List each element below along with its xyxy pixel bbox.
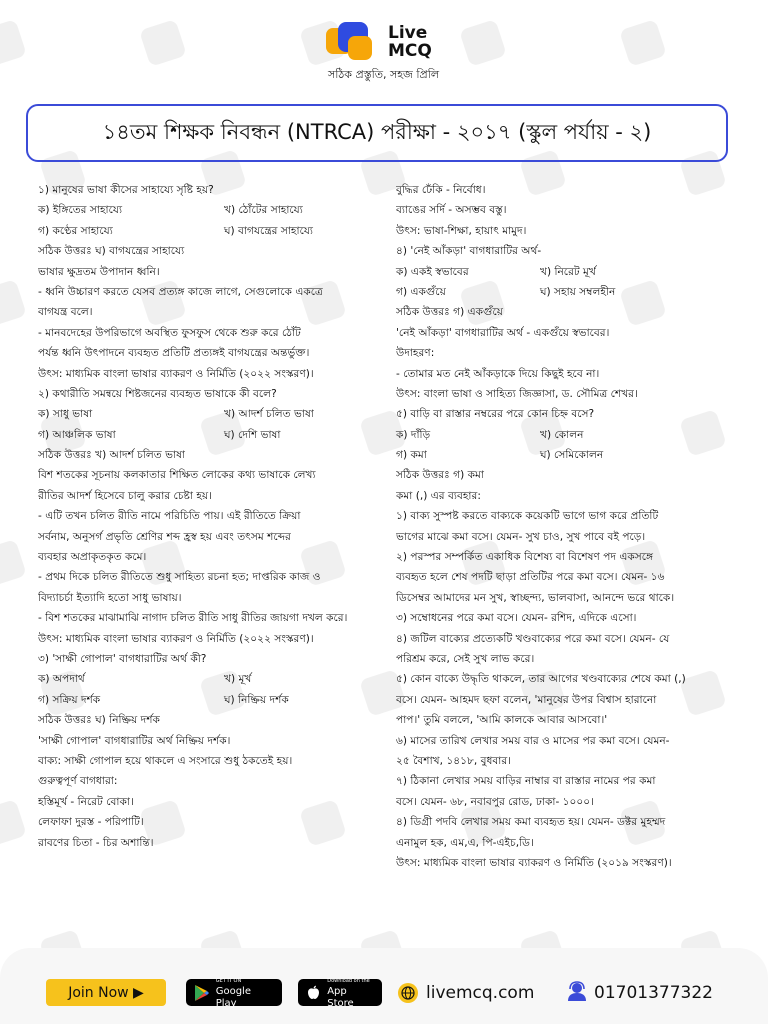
option-text: ক) সাধু ভাষা bbox=[38, 408, 93, 421]
option-text: গ) কণ্ঠের সাহায্যে bbox=[38, 224, 113, 237]
text-line: সঠিক উত্তরঃ ঘ) বাগযন্ত্রের সাহায্যে bbox=[38, 245, 185, 258]
option-text: ঘ) দেশি ভাষা bbox=[224, 428, 281, 441]
text-line: ৩) 'সাক্ষী গোপাল' বাগধারাটির অর্থ কী? bbox=[38, 652, 207, 665]
logo-tagline: সঠিক প্রস্তুতি, সহজ প্রিলি bbox=[328, 68, 440, 81]
text-line: হস্তিমূর্খ - নিরেট বোকা। bbox=[38, 795, 134, 808]
text-line: উৎস: ভাষা-শিক্ষা, হায়াৎ মামুদ। bbox=[396, 224, 527, 237]
text-line: 'সাক্ষী গোপাল' বাগধারাটির অর্থ নিষ্ক্রিয় দর্শক। bbox=[38, 734, 231, 747]
app-store-badge[interactable] bbox=[298, 977, 382, 1009]
text-line: ১) বাক্য সুস্পষ্ট করতে বাক্যকে কয়েকটি ভাগে ভাগ করে প্রতিটি bbox=[396, 510, 659, 523]
right-column bbox=[396, 180, 742, 873]
text-line: বিশ শতকের সূচনায় কলকাতার শিক্ষিত লোকের কথ্য ভাষাকে লেখ্য bbox=[38, 469, 316, 482]
watermark-mark bbox=[0, 19, 27, 67]
option-text: খ) ঠোঁটের সাহায্যে bbox=[224, 204, 303, 217]
logo-mark-square bbox=[348, 36, 372, 60]
text-line: - তোমার মত নেই আঁকড়াকে দিয়ে কিছুই হবে না। bbox=[396, 367, 600, 380]
option-row bbox=[38, 404, 384, 424]
logo-wordmark: Live MCQ bbox=[388, 23, 432, 61]
text-line: 'নেই আঁকড়া' বাগধারাটির অর্থ - একগুঁয়ে স্বভাবের। bbox=[396, 326, 610, 339]
text-line: কমা (,) এর ব্যবহার: bbox=[396, 489, 481, 502]
title-box bbox=[26, 104, 728, 162]
text-line: ৪) জটিল বাক্যের প্রত্যেকটি খণ্ডবাক্যের পরে কমা বসে। যেমন- যে bbox=[396, 632, 670, 645]
text-line: - বিশ শতকের মাঝামাঝি নাগাদ চলিত রীতি সাধু রীতির জায়গা দখল করে। bbox=[38, 612, 348, 625]
text-line: বসে। যেমন- ৬৮, নবাবপুর রোড, ঢাকা- ১০০০। bbox=[396, 795, 594, 808]
option-text: খ) কোলন bbox=[540, 428, 584, 441]
text-line: ব্যাঙের সর্দি - অসম্ভব বস্তু। bbox=[396, 204, 507, 217]
text-line: ৪) ডিগ্রী পদবি লেখার সময় কমা ব্যবহৃত হয়। যেমন- ডক্টর মুহম্মদ bbox=[396, 816, 666, 829]
option-row bbox=[396, 282, 742, 302]
option-row bbox=[38, 669, 384, 689]
google-play-badge[interactable] bbox=[186, 977, 282, 1009]
globe-icon bbox=[398, 983, 418, 1003]
text-line: সঠিক উত্তরঃ গ) কমা bbox=[396, 469, 484, 482]
option-text: খ) মূর্খ bbox=[224, 673, 252, 686]
text-line: লেফাফা দুরস্ত - পরিপাটি। bbox=[38, 816, 144, 829]
option-row bbox=[396, 445, 742, 465]
option-text: গ) আঞ্চলিক ভাষা bbox=[38, 428, 116, 441]
option-text: গ) একগুঁয়ে bbox=[396, 285, 446, 298]
text-line: বাগযন্ত্র বলে। bbox=[38, 306, 93, 319]
watermark-mark bbox=[0, 799, 27, 847]
apple-icon bbox=[306, 985, 321, 1001]
text-line: ৫) বাড়ি বা রাস্তার নম্বরের পরে কোন চিহ্ন বসে? bbox=[396, 408, 595, 421]
website-link[interactable] bbox=[398, 980, 534, 1006]
text-line: - মানবদেহের উপরিভাগে অবস্থিত ফুসফুস থেকে শুরু করে ঠোঁট bbox=[38, 326, 301, 339]
text-line: ব্যবহার অপ্রাকৃতকৃত কমে। bbox=[38, 551, 147, 564]
phone-contact[interactable] bbox=[566, 980, 713, 1006]
watermark-logo bbox=[459, 0, 601, 116]
option-text: ক) দাঁড়ি bbox=[396, 428, 431, 441]
watermark-logo bbox=[619, 0, 761, 116]
option-row bbox=[38, 200, 384, 220]
text-line: রাবণের চিতা - চির অশান্তি। bbox=[38, 836, 154, 849]
watermark-mark bbox=[0, 539, 27, 587]
option-text: ক) ইঙ্গিতের সাহায্যে bbox=[38, 204, 123, 217]
text-line: ভাগের মাঝে কমা বসে। যেমন- সুখ চাও, সুখ পাবে বই পড়ে। bbox=[396, 530, 646, 543]
text-line: ২৫ বৈশাখ, ১৪১৮, বুধবার। bbox=[396, 754, 511, 767]
option-text: ঘ) নিষ্ক্রিয় দর্শক bbox=[224, 693, 289, 706]
option-text: ক) একই স্বভাবের bbox=[396, 265, 469, 278]
text-line: সঠিক উত্তরঃ ঘ) নিষ্ক্রিয় দর্শক bbox=[38, 714, 160, 727]
text-line: উৎস: বাংলা ভাষা ও সাহিত্য জিজ্ঞাসা, ড. সৌমিত্র শেখর। bbox=[396, 387, 638, 400]
text-line: পর্যন্ত ধ্বনি উৎপাদনে ব্যবহৃত প্রতিটি প্রত্যঙ্গই বাগযন্ত্রের অন্তর্ভুক্ত। bbox=[38, 347, 310, 360]
option-row bbox=[396, 425, 742, 445]
google-play-large-text: Google Play bbox=[215, 985, 251, 1009]
text-line: এনামুল হক, এম,এ, পি-এইচ,ডি। bbox=[396, 836, 534, 849]
text-line: - প্রথম দিকে চলিত রীতিতে শুধু সাহিত্য রচনা হত; দাপ্তরিক কাজ ও bbox=[38, 571, 321, 584]
text-line: ব্যবহৃত হলে শেষ পদটি ছাড়া প্রতিটির পরে কমা বসে। যেমন- ১৬ bbox=[396, 571, 665, 584]
text-line: - ধ্বনি উচ্চারণ করতে যেসব প্রত্যঙ্গ কাজে লাগে, সেগুলোকে একত্রে bbox=[38, 285, 323, 298]
app-store-small-text: Download on the bbox=[327, 977, 370, 984]
text-line: ২) কথারীতি সমন্বয়ে শিষ্টজনের ব্যবহৃত ভাষাকে কী বলে? bbox=[38, 387, 277, 400]
option-row bbox=[38, 425, 384, 445]
app-store-large-text: App Store bbox=[327, 985, 354, 1009]
text-line: রীতির আদর্শ হিসেবে চালু করার চেষ্টা হয়। bbox=[38, 489, 212, 502]
option-text: খ) নিরেট মূর্খ bbox=[540, 265, 596, 278]
text-line: ডিসেম্বর আমাদের মন সুখ, স্বাচ্ছন্দ্য, ভালবাসা, আনন্দে ভরে থাকে। bbox=[396, 591, 675, 604]
option-text: ঘ) সহায় সম্বলহীন bbox=[540, 285, 616, 298]
text-line: ৪) 'নেই আঁকড়া' বাগধারাটির অর্থ- bbox=[396, 245, 542, 258]
option-row bbox=[38, 221, 384, 241]
text-line: বাক্য: সাক্ষী গোপাল হয়ে থাকলে এ সংসারে শুধু ঠকতেই হয়। bbox=[38, 754, 293, 767]
text-line: বুদ্ধির ঢেঁকি - নির্বোধ। bbox=[396, 184, 486, 196]
text-line: সঠিক উত্তরঃ খ) আদর্শ চলিত ভাষা bbox=[38, 449, 185, 462]
phone-number: 01701377322 bbox=[594, 983, 713, 1003]
option-row bbox=[38, 690, 384, 710]
left-column bbox=[38, 180, 384, 853]
text-line: সর্বনাম, অনুসর্গ প্রভৃতি শ্রেণির শব্দ হ্রস্ব হয় এবং তৎসম শব্দের bbox=[38, 530, 291, 543]
option-text: গ) কমা bbox=[396, 449, 427, 462]
option-text: ক) অপদার্থ bbox=[38, 673, 85, 686]
text-line: উৎস: মাধ্যমিক বাংলা ভাষার ব্যাকরণ ও নির্মিতি (২০১৯ সংস্করণ)। bbox=[396, 856, 672, 869]
text-line: বিদ্যাচর্চা ইত্যাদি হতো সাধু ভাষায়। bbox=[38, 591, 182, 604]
text-line: বসে। যেমন- আহমদ ছফা বলেন, 'মানুষের উপর বিশ্বাস হারানো bbox=[396, 693, 657, 706]
option-row bbox=[396, 262, 742, 282]
text-line: ২) পরস্পর সম্পর্কিত একাধিক বিশেষ্য বা বিশেষণ পদ একসঙ্গে bbox=[396, 551, 654, 564]
option-text: খ) আদর্শ চলিত ভাষা bbox=[224, 408, 314, 421]
text-line: গুরুত্বপূর্ণ বাগধারা: bbox=[38, 775, 118, 788]
option-text: গ) সক্রিয় দর্শক bbox=[38, 693, 101, 706]
google-play-icon bbox=[194, 985, 210, 1001]
watermark-logo bbox=[0, 0, 121, 116]
text-line: ১) মানুষের ভাষা কীসের সাহায্যে সৃষ্টি হয়? bbox=[38, 184, 214, 196]
livemcq-logo bbox=[326, 22, 466, 84]
option-text: ঘ) বাগযন্ত্রের সাহায্যে bbox=[224, 224, 314, 237]
text-line: - এটি তখন চলিত রীতি নামে পরিচিতি পায়। এই রীতিতে ক্রিয়া bbox=[38, 510, 301, 523]
watermark-mark bbox=[459, 19, 507, 67]
text-line: সঠিক উত্তরঃ গ) একগুঁয়ে bbox=[396, 306, 503, 319]
website-text: livemcq.com bbox=[426, 983, 535, 1003]
option-text: ঘ) সেমিকোলন bbox=[540, 449, 604, 462]
watermark-mark bbox=[619, 19, 667, 67]
page-title: ১৪তম শিক্ষক নিবন্ধন (NTRCA) পরীক্ষা - ২০১৭ (স্কুল পর্যায় - ২) bbox=[102, 119, 652, 144]
join-now-button[interactable]: Join Now ▶ bbox=[46, 979, 166, 1006]
text-line: উদাহরণ: bbox=[396, 347, 435, 360]
text-line: ৫) কোন বাক্যে উদ্ধৃতি থাকলে, তার আগের খণ্ডবাক্যের শেষে কমা (,) bbox=[396, 673, 686, 686]
support-agent-icon bbox=[566, 980, 588, 1006]
text-line: ভাষার ক্ষুদ্রতম উপাদান ধ্বনি। bbox=[38, 265, 160, 278]
text-line: ৬) মাসের তারিখ লেখার সময় বার ও মাসের পর কমা বসে। যেমন- bbox=[396, 734, 670, 747]
text-line: উৎস: মাধ্যমিক বাংলা ভাষার ব্যাকরণ ও নির্মিতি (২০২২ সংস্করণ)। bbox=[38, 632, 314, 645]
watermark-mark bbox=[0, 279, 27, 327]
text-line: উৎস: মাধ্যমিক বাংলা ভাষার ব্যাকরণ ও নির্মিতি (২০২২ সংস্করণ)। bbox=[38, 367, 314, 380]
text-line: পরিশ্রম করে, সেই সুখ লাভ করে। bbox=[396, 652, 535, 665]
google-play-small-text: GET IT ON bbox=[215, 977, 242, 984]
text-line: পাপ।' তুমি বললে, 'আমি কালকে আবার আসবো।' bbox=[396, 714, 608, 727]
watermark-logo bbox=[139, 0, 281, 116]
text-line: ৭) ঠিকানা লেখার সময় বাড়ির নাম্বার বা রাস্তার নামের পর কমা bbox=[396, 775, 656, 788]
watermark-mark bbox=[139, 19, 187, 67]
text-line: ৩) সম্বোধনের পরে কমা বসে। যেমন- রশিদ, এদিকে এসো। bbox=[396, 612, 637, 625]
